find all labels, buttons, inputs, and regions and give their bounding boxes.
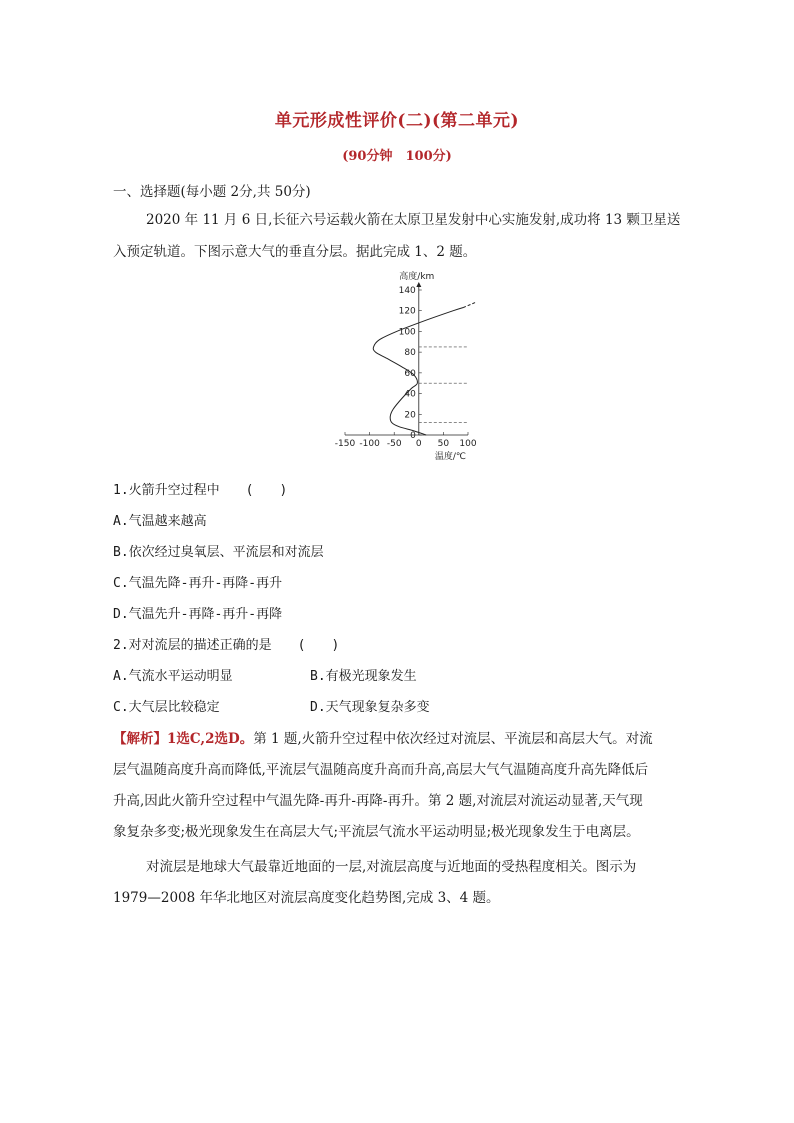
question-1-option-c: C.气温先降-再升-再降-再升 [113, 576, 283, 591]
temperature-curve-tail [463, 302, 475, 307]
intro2-line-1: 对流层是地球大气最靠近地面的一层,对流层高度与近地面的受热程度相关。图示为 [146, 859, 637, 875]
y-axis-arrow [416, 282, 421, 287]
x-axis-label: 温度/℃ [434, 452, 466, 462]
question-2-option-b: B.有极光现象发生 [310, 669, 417, 684]
x-tick-label: 0 [415, 439, 422, 449]
x-tick-label: -150 [334, 439, 356, 449]
atmosphere-vertical-chart [318, 265, 478, 465]
y-axis-label: 高度/km [399, 272, 435, 282]
question-1-stem: 1.火箭升空过程中 ( ) [113, 483, 288, 498]
analysis-line-1 [113, 727, 653, 747]
y-tick-label: 0 [410, 431, 416, 441]
y-tick-label: 40 [404, 389, 416, 400]
y-tick-label: 100 [398, 327, 416, 338]
intro-paragraph-line-2: 入预定轨道。下图示意大气的垂直分层。据此完成 1、2 题。 [113, 244, 477, 260]
question-1-option-a: A.气温越来越高 [113, 514, 207, 529]
question-2-option-c: C.大气层比较稳定 [113, 700, 220, 715]
section-heading: 一、选择题(每小题 2分,共 50分) [113, 184, 311, 200]
y-tick-label: 60 [404, 368, 416, 379]
intro2-line-2: 1979—2008 年华北地区对流层高度变化趋势图,完成 3、4 题。 [113, 890, 500, 906]
temperature-curve [373, 308, 463, 435]
analysis-tag: 【解析】1选C,2选D。 [113, 731, 254, 747]
x-tick-label: -100 [359, 439, 380, 449]
y-tick-label: 120 [398, 306, 416, 317]
question-1-option-d: D.气温先升-再降-再升-再降 [113, 607, 283, 622]
y-tick-label: 20 [404, 410, 416, 421]
analysis-text-1: 第 1 题,火箭升空过程中依次经过对流层、平流层和高层大气。对流 [253, 731, 653, 747]
analysis-line-3: 升高,因此火箭升空过程中气温先降-再升-再降-再升。第 2 题,对流层对流运动显著,天气现 [113, 793, 643, 809]
x-tick-label: 50 [437, 439, 450, 449]
y-tick-label: 140 [398, 286, 416, 296]
analysis-line-2: 层气温随高度升高而降低,平流层气温随高度升高而升高,高层大气气温随高度升高先降低后 [113, 762, 649, 778]
y-tick-label: 80 [404, 348, 416, 359]
x-tick-label: 100 [459, 439, 477, 449]
page-subtitle: (90分钟 100分) [342, 149, 452, 164]
page-title: 单元形成性评价(二)(第二单元) [274, 111, 520, 131]
question-2-option-d: D.天气现象复杂多变 [310, 700, 430, 715]
x-tick-label: -50 [386, 439, 402, 449]
question-2-stem: 2.对对流层的描述正确的是 ( ) [113, 638, 340, 653]
intro-paragraph-line-1: 2020 年 11 月 6 日,长征六号运载火箭在太原卫星发射中心实施发射,成功将 13 颗卫星送 [146, 212, 681, 228]
question-2-option-a: A.气流水平运动明显 [113, 669, 233, 684]
question-1-option-b: B.依次经过臭氧层、平流层和对流层 [113, 545, 324, 560]
analysis-line-4: 象复杂多变;极光现象发生在高层大气;平流层气流水平运动明显;极光现象发生于电离层。 [113, 824, 640, 840]
